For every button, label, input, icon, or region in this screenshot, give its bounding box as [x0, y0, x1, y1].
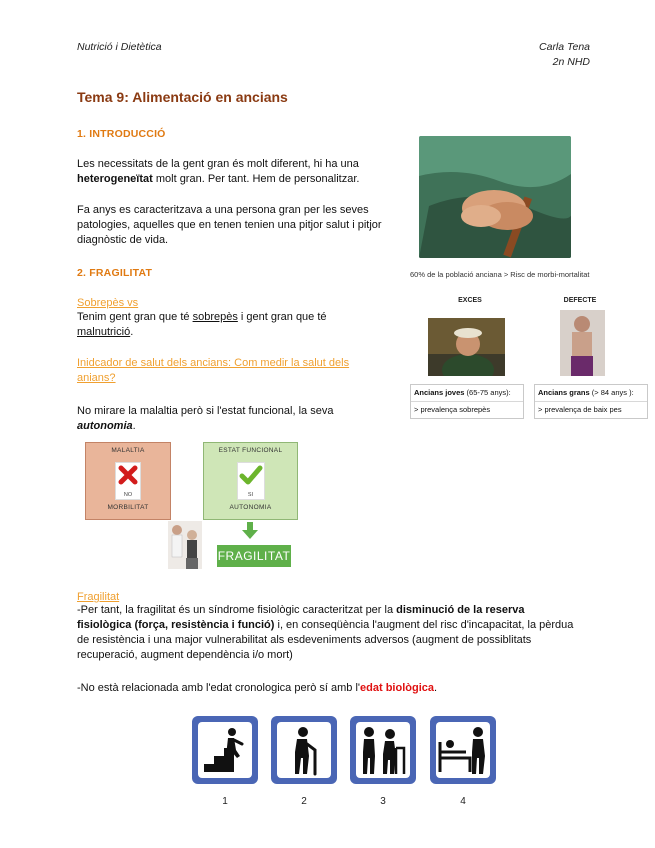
fragilitat-paragraph: -Per tant, la fragilitat és un síndrome fisiològic caracteritzat per la disminució de la reserva fisiològica (força, resistència i funció) i, en conseqüència l'augment del risc d'incapacitat, la pèrdua de resistència i una major vulnerabilitat als esdeveniments adversos (augment de possiblitats recuperació, augment dependència i/o mort)	[77, 604, 574, 661]
green-check-icon	[238, 463, 264, 487]
header-left: Nutrició i Dietètica	[77, 41, 162, 53]
section-heading-introduccio: 1. INTRODUCCIÓ	[77, 128, 166, 140]
header-right-course: 2n NHD	[552, 56, 590, 68]
elderly-hands-photo	[419, 136, 571, 258]
person-with-walker-icon	[350, 716, 416, 784]
icon-label-3: 3	[380, 796, 386, 807]
intro-paragraph-1: Les necessitats de la gent gran és molt diferent, hi ha una heterogeneïtat molt gran. Per tant. Hem de personalitzar.	[77, 158, 360, 185]
section-heading-fragilitat: 2. FRAGILITAT	[77, 267, 153, 279]
arrow-down-icon	[240, 522, 260, 540]
subheading-fragilitat: Fragilitat	[77, 591, 120, 603]
sobrepes-paragraph: Tenim gent gran que té sobrepès i gent gran que té malnutrició.	[77, 311, 327, 338]
person-climbing-stairs-icon	[192, 716, 258, 784]
red-cross-icon	[116, 463, 140, 487]
person-with-cane-icon	[271, 716, 337, 784]
underweight-elderly-photo	[560, 310, 605, 376]
intro-paragraph-2: Fa anys es caracteritzava a una persona gran per les seves patologies, aquelles que en tenen tenien una pitjor salut i pitjor diagnòstic de vida.	[77, 204, 382, 246]
exces-label: EXCES	[458, 297, 482, 304]
fragilitat-badge: FRAGILITAT	[217, 545, 291, 567]
autonomia-paragraph: No mirare la malaltia però si l'estat funcional, la seva autonomia.	[77, 405, 334, 432]
elderly-carer-photo	[168, 521, 202, 569]
icon-label-1: 1	[222, 796, 228, 807]
subheading-sobrepes: Sobrepès vs	[77, 297, 139, 309]
person-in-bed-with-carer-icon	[430, 716, 496, 784]
icon-label-4: 4	[460, 796, 466, 807]
figure-caption: 60% de la població anciana > Risc de morbi-mortalitat	[410, 270, 590, 279]
ancians-grans-card: Ancians grans (> 84 anys ): > prevalença de baix pes	[534, 384, 648, 419]
defecte-label: DEFECTE	[563, 297, 597, 304]
estat-funcional-box: ESTAT FUNCIONAL SI AUTONOMIA	[203, 442, 298, 520]
overweight-elderly-photo	[428, 318, 505, 376]
ancians-joves-card: Ancians joves (65-75 anys): > prevalença sobrepès	[410, 384, 524, 419]
icon-label-2: 2	[301, 796, 307, 807]
edat-biologica-paragraph: -No està relacionada amb l'edat cronologica però sí amb l'edat biològica.	[77, 682, 438, 694]
malaltia-box: MALALTIA NO MORBILITAT	[85, 442, 171, 520]
header-right-name: Carla Tena	[539, 41, 590, 53]
subheading-indicador-salut: Inidcador de salut dels ancians: Com medir la salut dels anians?	[77, 357, 350, 384]
page-title: Tema 9: Alimentació en ancians	[77, 89, 288, 105]
